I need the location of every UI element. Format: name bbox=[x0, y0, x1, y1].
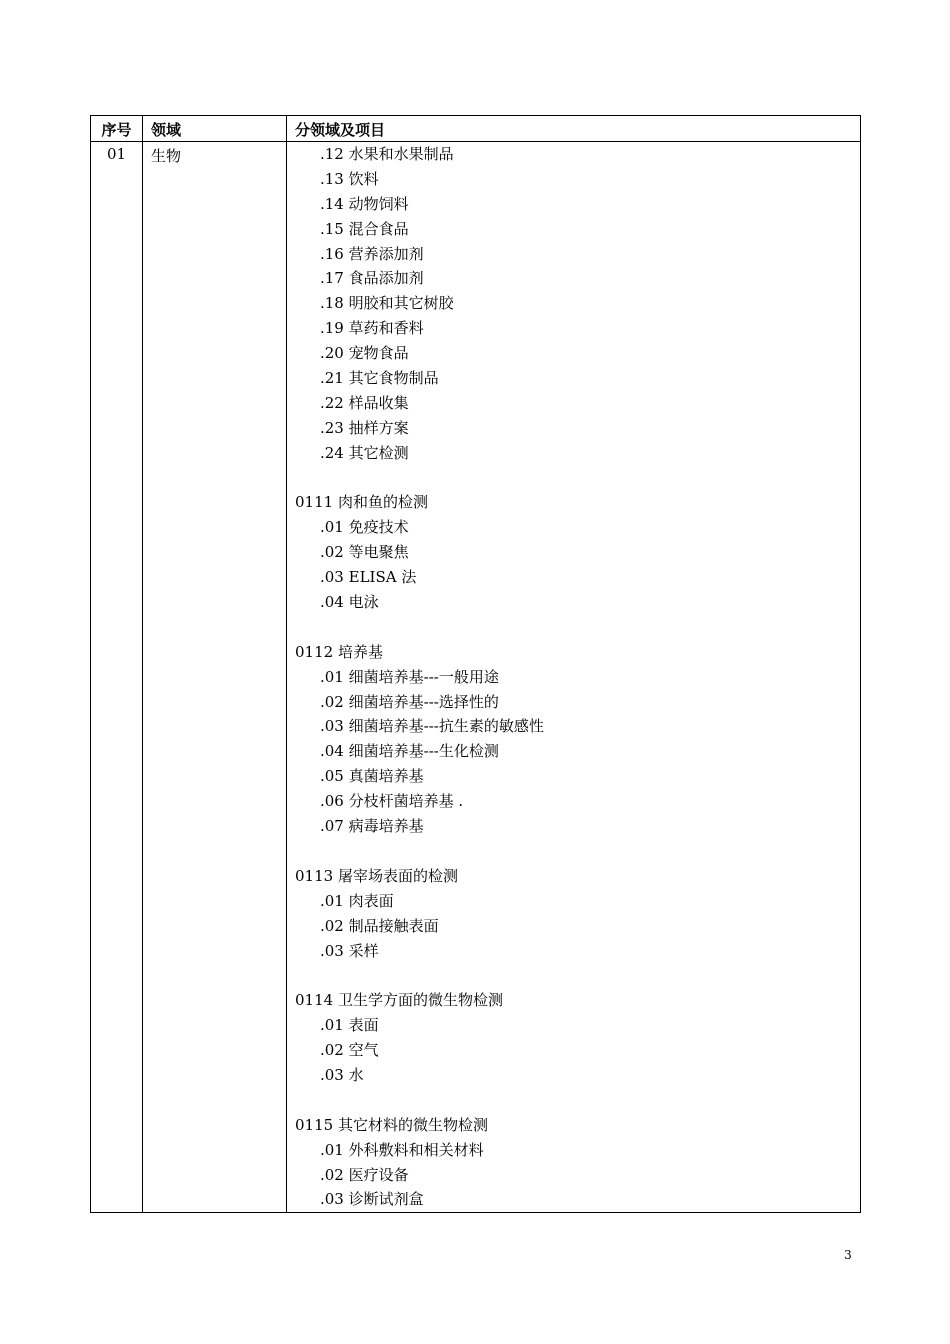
item-list bbox=[295, 142, 860, 1212]
list-item: .12 水果和水果制品 bbox=[320, 145, 454, 163]
list-item: .03 水 bbox=[320, 1065, 364, 1084]
cell-serial-number: 01 bbox=[91, 142, 143, 1213]
list-item: .06 分枝杆菌培养基 . bbox=[320, 792, 464, 811]
list-item: .01 外科敷料和相关材料 bbox=[320, 1140, 484, 1159]
list-item: .13 饮料 bbox=[320, 169, 379, 188]
list-item: .23 抽样方案 bbox=[320, 418, 409, 437]
group-heading: 0112 培养基 bbox=[295, 642, 383, 661]
list-item: .02 制品接触表面 bbox=[320, 916, 439, 935]
list-item: .15 混合食品 bbox=[320, 219, 409, 238]
list-item: .19 草药和香料 bbox=[320, 319, 424, 338]
list-item: .01 免疫技术 bbox=[320, 518, 409, 537]
list-item: .01 细菌培养基---一般用途 bbox=[320, 667, 499, 686]
blank-line bbox=[295, 466, 860, 491]
table-header-row bbox=[91, 116, 861, 142]
list-item: .07 病毒培养基 bbox=[320, 817, 424, 836]
list-item: .02 等电聚焦 bbox=[320, 543, 409, 562]
header-subfield-items: 分领域及项目 bbox=[287, 116, 861, 142]
group-heading: 0114 卫生学方面的微生物检测 bbox=[295, 991, 503, 1010]
list-item: .04 细菌培养基---生化检测 bbox=[320, 742, 499, 761]
blank-line bbox=[295, 963, 860, 988]
list-item: .17 食品添加剂 bbox=[320, 269, 424, 288]
list-item: .03 诊断试剂盒 bbox=[320, 1190, 424, 1209]
list-item: .21 其它食物制品 bbox=[320, 369, 439, 388]
list-item: .24 其它检测 bbox=[320, 443, 409, 462]
cell-field: 生物 bbox=[143, 142, 287, 1213]
list-item: .01 表面 bbox=[320, 1016, 379, 1035]
list-item: .02 空气 bbox=[320, 1041, 379, 1060]
group-heading: 0115 其它材料的微生物检测 bbox=[295, 1115, 488, 1134]
list-item: .18 明胶和其它树胶 bbox=[320, 294, 454, 313]
list-item: .03 细菌培养基---抗生素的敏感性 bbox=[320, 717, 544, 736]
list-item: .14 动物饲料 bbox=[320, 194, 409, 213]
blank-line bbox=[295, 839, 860, 864]
header-serial-number: 序号 bbox=[91, 116, 143, 142]
list-item: .03 采样 bbox=[320, 941, 379, 960]
group-heading: 0111 肉和鱼的检测 bbox=[295, 493, 428, 512]
cell-subfield-items bbox=[287, 142, 861, 1213]
list-item: .05 真菌培养基 bbox=[320, 767, 424, 786]
page-number: 3 bbox=[844, 1248, 852, 1262]
list-item: .20 宠物食品 bbox=[320, 344, 409, 363]
list-item: .22 样品收集 bbox=[320, 393, 409, 412]
header-field: 领域 bbox=[143, 116, 287, 142]
list-item: .01 肉表面 bbox=[320, 891, 394, 910]
table-row bbox=[91, 142, 861, 1213]
list-item: .03 ELISA 法 bbox=[320, 568, 417, 587]
classification-table bbox=[90, 115, 861, 1213]
blank-line bbox=[295, 615, 860, 640]
blank-line bbox=[295, 1088, 860, 1113]
group-heading: 0113 屠宰场表面的检测 bbox=[295, 866, 458, 885]
list-item: .16 营养添加剂 bbox=[320, 244, 424, 263]
list-item: .02 医疗设备 bbox=[320, 1165, 409, 1184]
list-item: .04 电泳 bbox=[320, 593, 379, 612]
list-item: .02 细菌培养基---选择性的 bbox=[320, 692, 499, 711]
